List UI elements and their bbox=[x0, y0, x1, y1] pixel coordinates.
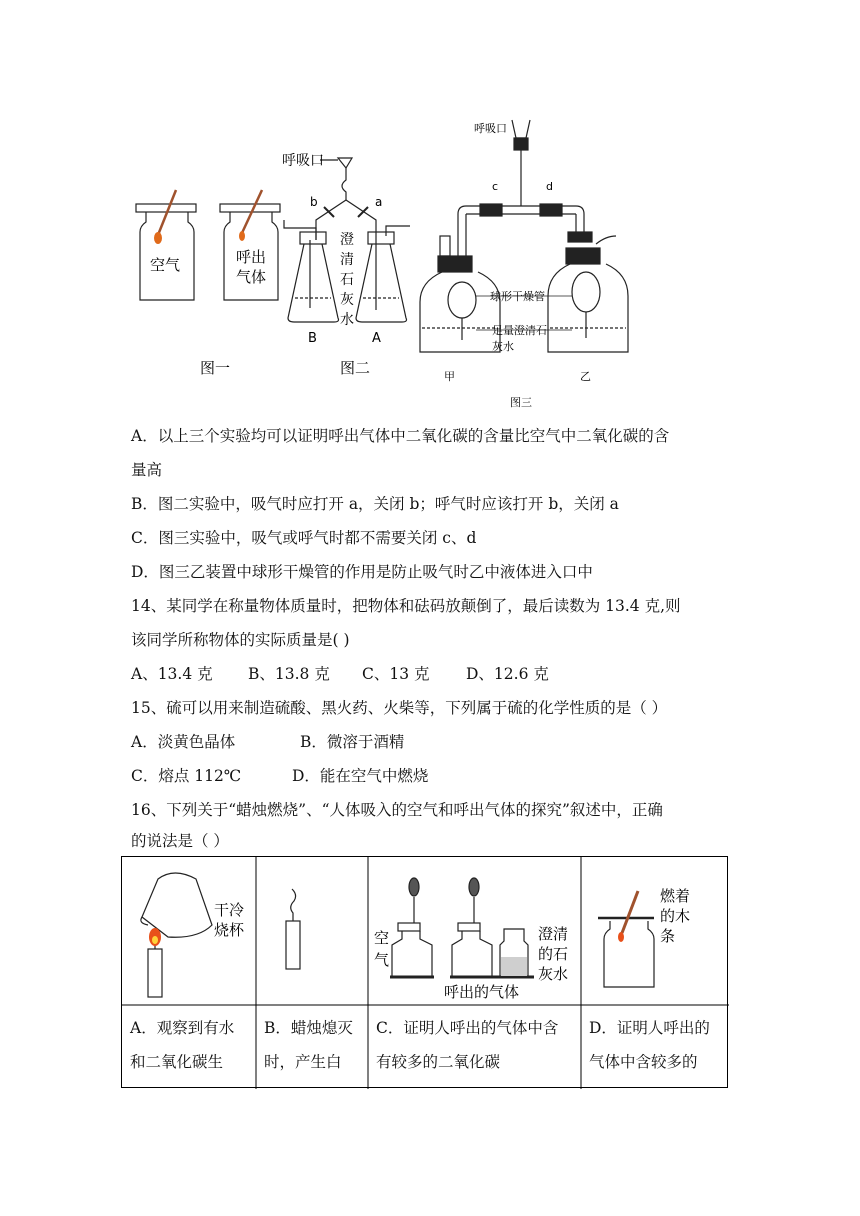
q15-stem: 15、硫可以用来制造硫酸、黑火药、火柴等，下列属于硫的化学性质的是（ ） bbox=[131, 699, 668, 717]
rubber-stopper bbox=[368, 232, 394, 244]
bottle-stopper bbox=[458, 923, 480, 931]
dropper-bulb bbox=[409, 878, 419, 896]
q14-stem-line2: 该同学所称物体的实际质量是( ) bbox=[131, 631, 350, 649]
fig2-liquid-char: 清 bbox=[340, 252, 354, 268]
dropper-bulb bbox=[469, 878, 479, 896]
cell-c-lime-1: 澄清 bbox=[538, 925, 569, 943]
stopper-cap bbox=[568, 232, 592, 242]
conical-flask-b bbox=[288, 244, 339, 322]
wooden-splint bbox=[622, 891, 638, 933]
fig2-liquid-char: 石 bbox=[340, 272, 354, 288]
fig2-liquid-char: 灰 bbox=[340, 292, 354, 308]
bottle-yi bbox=[548, 264, 628, 352]
cell-a-label-1: 干冷 bbox=[214, 901, 245, 919]
fig1-exhaled-label-2: 气体 bbox=[236, 268, 267, 286]
cell-c-lime-3: 灰水 bbox=[538, 965, 569, 983]
q16-option-a-line1: A．观察到有水 bbox=[130, 1019, 235, 1037]
fig3-bottle-yi: 乙 bbox=[580, 370, 591, 383]
fig1-exhaled-label-1: 呼出 bbox=[236, 248, 267, 266]
fig3-liquid-label-1: 足量澄清石 bbox=[492, 324, 547, 337]
clip-c bbox=[480, 204, 502, 216]
lime-water-liquid bbox=[501, 957, 527, 976]
q16-options-table bbox=[121, 856, 728, 1088]
q16-stem-line1: 16、下列关于“蜡烛燃烧”、“人体吸入的空气和呼出气体的探究”叙述中，正确 bbox=[131, 801, 663, 819]
q16-stem-line2: 的说法是（ ） bbox=[131, 832, 229, 850]
q14-option-b: B、13.8 克 bbox=[248, 665, 330, 683]
side-tube bbox=[596, 236, 616, 244]
q14-option-d: D、12.6 克 bbox=[466, 665, 549, 683]
cell-c-exhaled: 呼出的气体 bbox=[444, 983, 520, 1001]
fig2-flask-a-label: A bbox=[372, 331, 381, 346]
q16-option-c-line2: 有较多的二氧化碳 bbox=[376, 1053, 501, 1071]
candle-icon bbox=[148, 949, 162, 997]
q14-option-a: A、13.4 克 bbox=[131, 665, 213, 683]
clip-d bbox=[540, 204, 562, 216]
conical-flask-a bbox=[356, 244, 407, 322]
fig2-liquid-char: 澄 bbox=[340, 232, 354, 248]
fig1-air-label: 空气 bbox=[150, 256, 181, 274]
q14-stem-line1: 14、某同学在称量物体质量时，把物体和砝码放颠倒了，最后读数为 13.4 克,则 bbox=[131, 597, 681, 615]
q16-option-d-line1: D．证明人呼出的 bbox=[589, 1019, 710, 1037]
q16-option-d-line2: 气体中含较多的 bbox=[589, 1053, 698, 1071]
fig2-valve-b: b bbox=[310, 195, 318, 209]
fig3-bottle-jia: 甲 bbox=[444, 370, 455, 383]
q15-option-d: D．能在空气中燃烧 bbox=[292, 767, 429, 785]
gas-bottle bbox=[392, 931, 432, 977]
flame-core bbox=[152, 936, 158, 944]
q16-option-b-line1: B．蜡烛熄灭 bbox=[264, 1019, 353, 1037]
mouthpiece bbox=[338, 158, 352, 168]
cell-d-label-1: 燃着 bbox=[660, 887, 691, 905]
cell-d-drawing bbox=[598, 891, 654, 987]
smoke-icon bbox=[291, 889, 296, 921]
cell-d-label-3: 条 bbox=[660, 927, 676, 945]
fig3-clip-c: c bbox=[492, 180, 499, 193]
experiment-figures bbox=[0, 0, 860, 420]
figure-3 bbox=[420, 120, 628, 352]
rubber-stopper bbox=[566, 248, 600, 264]
mouthpiece bbox=[512, 120, 530, 138]
cell-c-lime-2: 的石 bbox=[538, 945, 569, 963]
cell-c-air-1: 空 bbox=[374, 929, 390, 947]
fig3-clip-d: d bbox=[546, 180, 553, 193]
drying-tube bbox=[448, 282, 476, 318]
q13-option-c: C．图三实验中，吸气或呼气时都不需要关闭 c、d bbox=[131, 529, 477, 547]
flame-icon bbox=[154, 232, 162, 244]
fig3-liquid-label-2: 灰水 bbox=[492, 340, 514, 353]
q13-option-a-line2: 量高 bbox=[131, 461, 163, 479]
mouthpiece-joint bbox=[514, 138, 528, 150]
cell-d-label-2: 的木 bbox=[660, 907, 691, 925]
fig2-flask-b-label: B bbox=[308, 331, 317, 346]
fig3-tube-label: 球形干燥管 bbox=[490, 290, 545, 303]
q13-option-a-line1: A．以上三个实验均可以证明呼出气体中二氧化碳的含量比空气中二氧化碳的含 bbox=[131, 427, 670, 445]
q15-option-b: B．微溶于酒精 bbox=[300, 733, 405, 751]
cell-a-label-2: 烧杯 bbox=[214, 921, 245, 939]
fig2-valve-a: a bbox=[375, 195, 383, 209]
gas-bottle bbox=[604, 921, 654, 987]
fig2-liquid-char: 水 bbox=[340, 312, 354, 328]
candle-icon bbox=[286, 921, 300, 969]
side-tube bbox=[440, 236, 450, 256]
q16-option-a-line2: 和二氧化碳生 bbox=[130, 1053, 224, 1071]
bottle-stopper bbox=[136, 204, 196, 212]
side-tube bbox=[386, 226, 410, 236]
bottle-stopper bbox=[398, 923, 420, 931]
cell-b-drawing bbox=[286, 889, 300, 969]
q13-option-d: D．图三乙装置中球形干燥管的作用是防止吸气时乙中液体进入口中 bbox=[131, 563, 593, 581]
fig3-mouth-label: 呼吸口 bbox=[474, 122, 507, 135]
q16-option-b-line2: 时，产生白 bbox=[264, 1053, 342, 1071]
tube bbox=[342, 168, 346, 200]
cell-c-air-2: 气 bbox=[374, 951, 390, 969]
q16-option-c-line1: C．证明人呼出的气体中含 bbox=[376, 1019, 559, 1037]
bottle-jia bbox=[420, 272, 500, 352]
drying-tube bbox=[572, 272, 600, 312]
rubber-stopper bbox=[300, 232, 326, 244]
inverted-beaker bbox=[142, 873, 212, 937]
q15-option-c: C．熔点 112℃ bbox=[131, 767, 242, 785]
fig2-mouth-label: 呼吸口 bbox=[282, 153, 324, 169]
fig3-caption: 图三 bbox=[510, 396, 532, 409]
rubber-stopper bbox=[438, 256, 472, 272]
fig1-caption: 图一 bbox=[200, 359, 231, 377]
bottle-stopper bbox=[220, 204, 280, 212]
fig2-caption: 图二 bbox=[340, 359, 371, 377]
q14-option-c: C、13 克 bbox=[362, 665, 430, 683]
flame-icon bbox=[618, 932, 624, 942]
gas-bottle bbox=[452, 931, 492, 977]
q15-option-a: A．淡黄色晶体 bbox=[131, 733, 236, 751]
tube-left-down bbox=[458, 206, 466, 262]
q13-option-b: B．图二实验中，吸气时应打开 a，关闭 b；呼气时应该打开 b，关闭 a bbox=[131, 495, 619, 513]
flame-icon bbox=[239, 231, 245, 241]
